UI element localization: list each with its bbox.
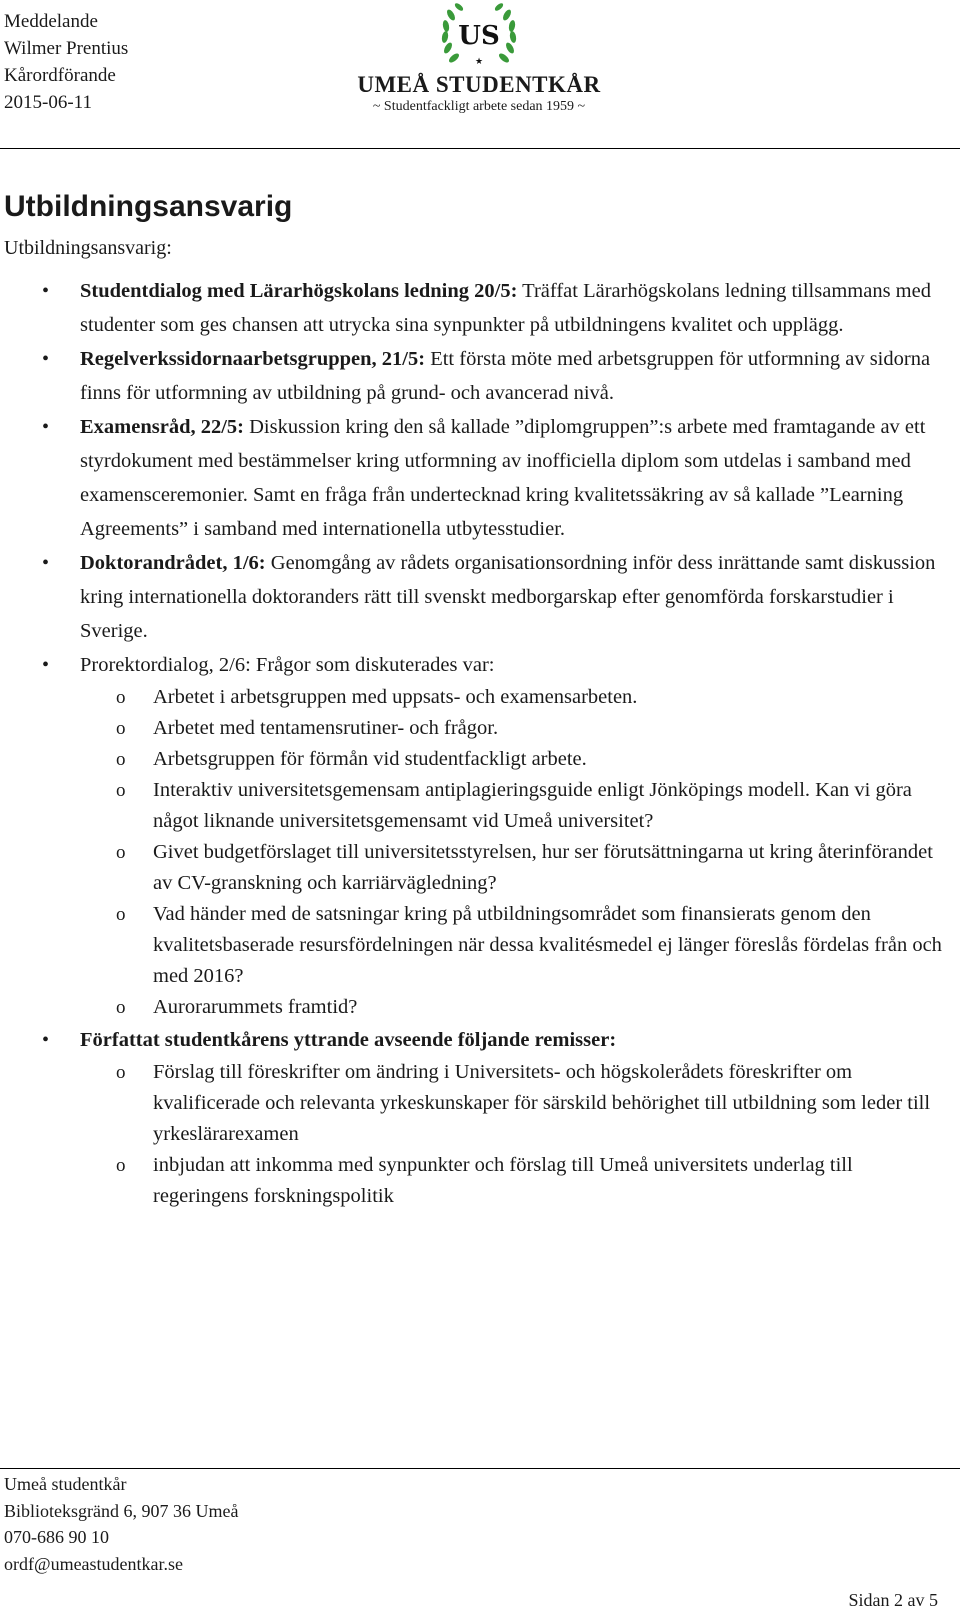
sub-bullet-icon: o	[116, 718, 126, 739]
report-content	[0, 274, 960, 1212]
logo-tagline: ~ Studentfackligt arbete sedan 1959 ~	[372, 99, 586, 114]
sub-bullet-icon: o	[116, 749, 126, 770]
sub-list-item	[78, 713, 943, 744]
list-item	[0, 342, 950, 410]
meta-author: Wilmer Prentius	[4, 38, 129, 59]
sub-bullet-icon: o	[116, 1062, 126, 1083]
sub-item-text: Arbetet i arbetsgruppen med uppsats- och examensarbeten.	[153, 686, 638, 708]
header-divider	[0, 148, 960, 149]
laurel-wreath-icon	[434, 0, 524, 72]
bullet-icon: •	[42, 654, 50, 676]
item-heading: Regelverkssidornaarbetsgruppen, 21/5:	[80, 348, 426, 370]
sub-bullet-icon: o	[116, 904, 126, 925]
bullet-icon: •	[42, 552, 50, 574]
sub-list-item	[78, 1150, 943, 1212]
sub-bullet-icon: o	[116, 687, 126, 708]
footer-phone: 070-686 90 10	[4, 1527, 109, 1547]
meta-type: Meddelande	[4, 11, 98, 32]
sub-bullet-icon: o	[116, 997, 126, 1018]
section-subheading: Utbildningsansvarig:	[4, 237, 172, 259]
document-meta	[4, 8, 128, 116]
remiss-sublist	[80, 1057, 950, 1212]
sub-list-item	[78, 744, 943, 775]
umea-studentkar-logo	[344, 0, 614, 120]
list-item	[0, 546, 950, 648]
bullet-icon: •	[42, 416, 50, 438]
item-text: Diskussion kring den så kallade ”diplomgruppen”:s arbete med framtagande av ett styrdokument med bestämmelser kring utformning av inofficiella diplom som utdelas i samband med examensceremonier. Samt en fråga från undertecknad kring kvalitetssäkring av så kallade ”Learning Agreements” i samband med internationella utbytesstudier.	[80, 416, 926, 540]
sub-bullet-icon: o	[116, 780, 126, 801]
sub-item-text: inbjudan att inkomma med synpunkter och förslag till Umeå universitets underlag till regeringens forskningspolitik	[153, 1154, 853, 1207]
item-heading: Studentdialog med Lärarhögskolans ledning 20/5:	[80, 280, 518, 302]
sub-bullet-icon: o	[116, 1155, 126, 1176]
activity-list	[0, 274, 960, 1212]
list-item	[0, 648, 950, 1023]
meta-date: 2015-06-11	[4, 92, 92, 113]
footer-email: ordf@umeastudentkar.se	[4, 1553, 184, 1574]
sub-item-text: Aurorarummets framtid?	[153, 996, 358, 1018]
item-heading: Doktorandrådet, 1/6:	[80, 552, 266, 574]
sub-item-text: Vad händer med de satsningar kring på utbildningsområdet som finansierats genom den kvalitetsbaserade resursfördelningen när dessa kvalitésmedel ej länger föreslås fördelas från och med 2016?	[153, 903, 942, 987]
item-text: Träffat Lärarhögskolans ledning tillsammans med studenter som ges chansen att utrycka sina synpunkter på utbildningens kvalitet och upplägg.	[80, 280, 931, 336]
item-heading: Examensråd, 22/5:	[80, 416, 244, 438]
list-item	[0, 410, 950, 546]
sub-item-text: Givet budgetförslaget till universitetsstyrelsen, hur ser förutsättningarna ut kring återinförandet av CV-granskning och karriärvägledning?	[153, 841, 933, 894]
page-number: Sidan 2 av 5	[848, 1590, 938, 1610]
item-text: Genomgång av rådets organisationsordning inför dess inrättande samt diskussion kring internationella doktoranders rätt till svenskt medborgarskap efter genomförda forskarstudier i Sverige.	[80, 552, 936, 642]
footer-address: Biblioteksgränd 6, 907 36 Umeå	[4, 1500, 239, 1521]
meta-role: Kårordförande	[4, 65, 116, 86]
footer-org: Umeå studentkår	[4, 1474, 127, 1494]
sub-item-text: Arbetsgruppen för förmån vid studentfackligt arbete.	[153, 748, 587, 770]
bullet-icon: •	[42, 1029, 50, 1051]
sub-list-item	[78, 1057, 943, 1150]
item-text: Prorektordialog, 2/6: Frågor som diskuterades var:	[80, 654, 495, 676]
sub-item-text: Förslag till föreskrifter om ändring i Universitets- och högskolerådets föreskrifter om kvalificerade och relevanta yrkeskunskaper för särskild behörighet till utbildning som leder till yrkeslärarexamen	[153, 1061, 931, 1145]
footer	[4, 1471, 238, 1577]
sub-item-text: Interaktiv universitetsgemensam antiplagieringsguide enligt Jönköpings modell. Kan vi göra något liknande universitetsgemensamt vid Umeå universitet?	[153, 779, 912, 832]
bullet-icon: •	[42, 280, 50, 302]
logo-name: UMEÅ STUDENTKÅR	[357, 72, 601, 97]
sub-bullet-icon: o	[116, 842, 126, 863]
page-title: Utbildningsansvarig	[4, 190, 293, 223]
svg-text:US	[458, 21, 499, 51]
sub-list-item	[78, 837, 943, 899]
sub-list-item	[78, 992, 943, 1023]
item-heading: Författat studentkårens yttrande avseende följande remisser:	[80, 1029, 617, 1051]
footer-divider	[0, 1468, 960, 1469]
sub-item-text: Arbetet med tentamensrutiner- och frågor.	[153, 717, 499, 739]
logo-monogram: US	[458, 21, 500, 51]
item-text: Ett första möte med arbetsgruppen för utformning av sidorna finns för utformning av utbildning på grund- och avancerad nivå.	[80, 348, 931, 404]
sub-list-item	[78, 899, 943, 992]
bullet-icon: •	[42, 348, 50, 370]
sub-list-item	[78, 775, 943, 837]
list-item	[0, 1023, 950, 1212]
sub-list-item	[78, 682, 943, 713]
list-item	[0, 274, 950, 342]
prorektor-sublist	[80, 682, 950, 1023]
svg-text:★: ★	[474, 56, 484, 66]
